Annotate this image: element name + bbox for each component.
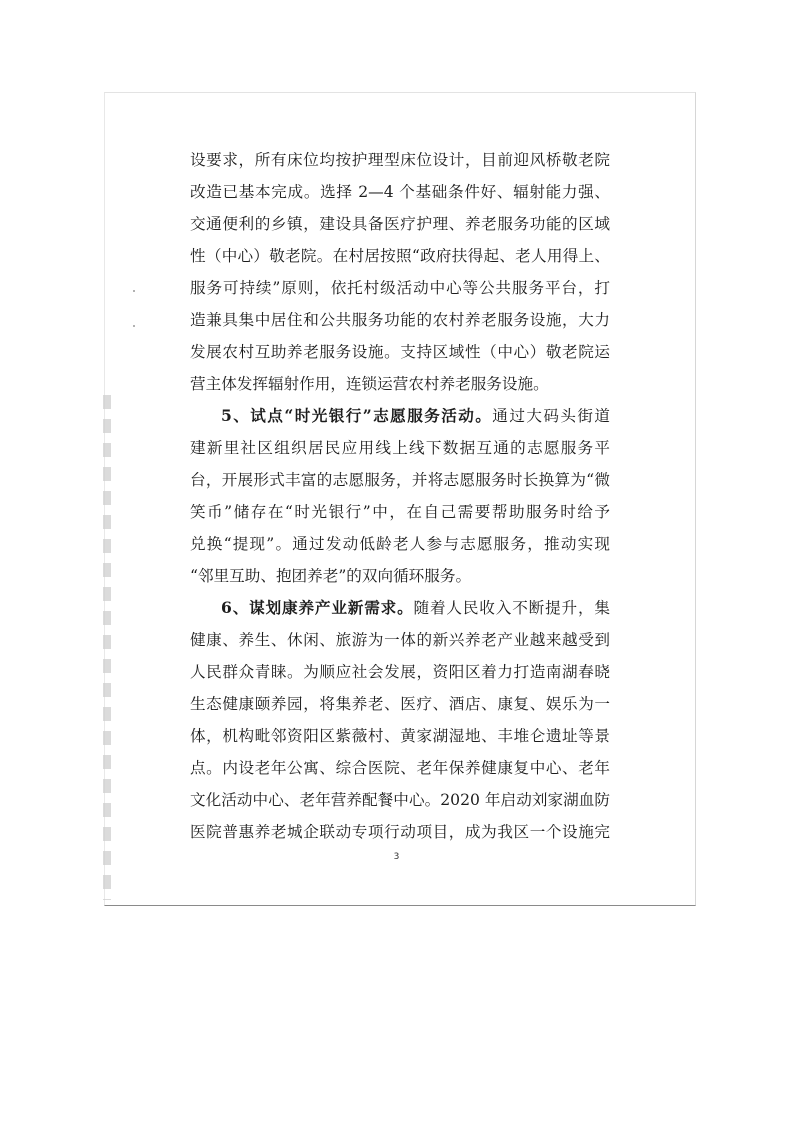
line-text: 健康、养生、休闲、旅游为一体的新兴养老产业越来越受到 (190, 631, 610, 649)
line-text: 随着人民收入不断提升，集 (413, 599, 610, 617)
text-line (190, 304, 610, 336)
text-line (190, 528, 610, 560)
text-line (190, 816, 610, 848)
text-line (190, 720, 610, 752)
line-text: 服务可持续”原则，依托村级活动中心等公共服务平台，打 (190, 279, 610, 297)
scan-speck (133, 290, 135, 292)
text-line (190, 656, 610, 688)
body-text (190, 144, 610, 848)
line-text: “邻里互助、抱团养老”的双向循环服务。 (190, 567, 472, 585)
text-line (190, 336, 610, 368)
line-text: 营主体发挥辐射作用，连锁运营农村养老服务设施。 (190, 375, 549, 393)
text-line (190, 592, 610, 624)
line-text: 体，机构毗邻资阳区紫薇村、黄家湖湿地、丰堆仑遗址等景 (190, 727, 610, 745)
line-text: 造兼具集中居住和公共服务功能的农村养老服务设施，大力 (190, 311, 610, 329)
text-line (190, 624, 610, 656)
text-line (190, 496, 610, 528)
line-text: 人民群众青睐。为顺应社会发展，资阳区着力打造南湖春晓 (190, 663, 610, 681)
line-text: 生态健康颐养园，将集养老、医疗、酒店、康复、娱乐为一 (190, 695, 610, 713)
line-text: 发展农村互助养老服务设施。支持区域性（中心）敬老院运 (190, 343, 610, 361)
line-text: 建新里社区组织居民应用线上线下数据互通的志愿服务平 (190, 439, 610, 457)
line-text: 交通便利的乡镇，建设具备医疗护理、养老服务功能的区域 (190, 215, 610, 233)
line-text: 台，开展形式丰富的志愿服务，并将志愿服务时长换算为“微 (190, 471, 610, 489)
line-text: 通过大码头街道 (492, 407, 610, 425)
text-line (190, 560, 610, 592)
binding-edge-marks (103, 395, 111, 900)
text-line (190, 400, 610, 432)
line-text: 笑币”储存在“时光银行”中，在自己需要帮助服务时给予 (190, 503, 610, 521)
section-heading: 6、谋划康养产业新需求。 (221, 598, 414, 617)
page-number: 3 (393, 852, 400, 862)
line-text: 医院普惠养老城企联动专项行动项目，成为我区一个设施完 (190, 823, 610, 841)
text-line (190, 144, 610, 176)
scan-speck (133, 325, 135, 327)
text-line (190, 688, 610, 720)
line-text: 文化活动中心、老年营养配餐中心。2020 年启动刘家湖血防 (190, 791, 610, 809)
text-line (190, 464, 610, 496)
text-line (190, 752, 610, 784)
line-text: 性（中心）敬老院。在村居按照“政府扶得起、老人用得上、 (190, 247, 610, 265)
section-heading: 5、试点“时光银行”志愿服务活动。 (221, 406, 493, 425)
line-text: 改造已基本完成。选择 2—4 个基础条件好、辐射能力强、 (190, 183, 610, 201)
line-text: 设要求，所有床位均按护理型床位设计，目前迎风桥敬老院 (190, 151, 610, 169)
text-line (190, 208, 610, 240)
line-text: 兑换“提现”。通过发动低龄老人参与志愿服务，推动实现 (190, 535, 610, 553)
text-line (190, 432, 610, 464)
text-line (190, 368, 610, 400)
text-line (190, 784, 610, 816)
line-text: 点。内设老年公寓、综合医院、老年保养健康复中心、老年 (190, 759, 610, 777)
text-line (190, 176, 610, 208)
text-line (190, 272, 610, 304)
text-line (190, 240, 610, 272)
